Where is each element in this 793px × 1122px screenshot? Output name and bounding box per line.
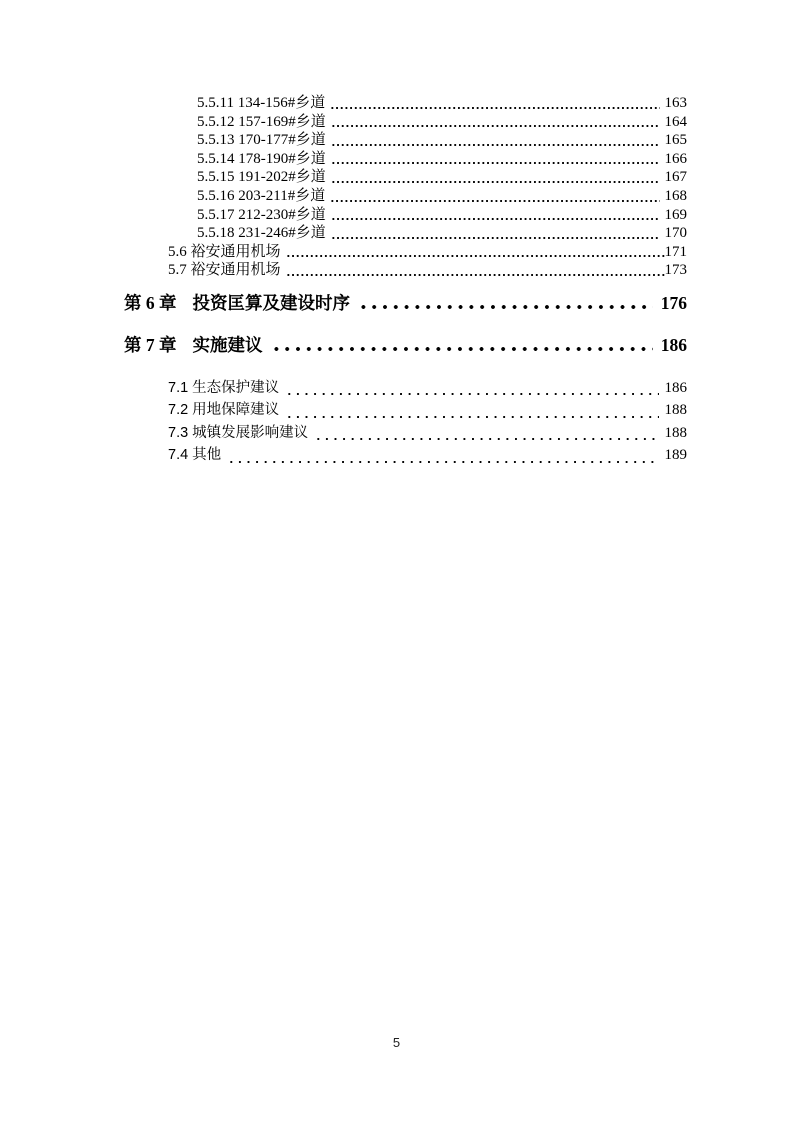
toc-entry-label: 7.3 城镇发展影响建议 <box>168 424 309 441</box>
dot-leader <box>331 217 660 221</box>
toc-entry <box>0 261 793 280</box>
toc-entry-label: 5.5.17 212-230#乡道 <box>197 206 326 223</box>
toc-entry <box>0 224 793 243</box>
dot-leader <box>330 199 659 203</box>
toc-entry-label: 5.5.11 134-156#乡道 <box>197 95 326 111</box>
toc-entry <box>0 444 793 466</box>
toc-entry-page: 164 <box>664 113 687 130</box>
toc-entry <box>0 168 793 187</box>
toc-entry-label: 5.5.18 231-246#乡道 <box>197 225 326 242</box>
toc-entry-label: 投资匡算及建设时序 <box>192 292 350 313</box>
toc-entry <box>0 377 793 399</box>
toc-entry-page: 173 <box>664 262 687 279</box>
dot-leader <box>358 304 653 310</box>
toc-entry-page: 186 <box>664 379 687 396</box>
toc-entry-label: 5.5.15 191-202#乡道 <box>197 169 326 186</box>
toc-entry-label: 7.4 其他 <box>168 447 222 464</box>
toc-entry-page: 169 <box>664 206 687 223</box>
toc-entry <box>0 243 793 262</box>
toc-entry <box>0 94 793 113</box>
toc-entry <box>0 422 793 444</box>
dot-leader <box>314 437 658 441</box>
toc-entry <box>0 206 793 225</box>
toc-chapter-entry <box>0 293 793 313</box>
toc-chapter-prefix: 第 7 章 <box>124 334 177 355</box>
toc-entry <box>0 187 793 206</box>
toc-entry <box>0 131 793 150</box>
toc-entry-page: 188 <box>664 424 687 441</box>
toc-entry-label: 5.5.14 178-190#乡道 <box>197 150 326 167</box>
toc-entry-page: 166 <box>664 150 687 167</box>
dot-leader <box>285 392 658 396</box>
dot-leader <box>286 273 665 277</box>
dot-leader <box>331 143 660 147</box>
dot-leader <box>285 415 658 419</box>
toc-entry <box>0 399 793 421</box>
toc-entry-page: 188 <box>664 402 687 419</box>
toc-entry-label: 5.6 裕安通用机场 <box>168 243 281 260</box>
toc-entry-label: 实施建议 <box>192 334 263 355</box>
toc-entry-page: 170 <box>664 225 687 242</box>
dot-leader <box>331 180 660 184</box>
dot-leader <box>227 460 658 464</box>
page-number: 5 <box>392 1035 401 1050</box>
toc-chapter-entry <box>0 335 793 355</box>
dot-leader <box>331 236 660 240</box>
toc-entry <box>0 113 793 132</box>
toc-entry <box>0 150 793 169</box>
toc-entry-page: 168 <box>664 187 687 204</box>
table-of-contents <box>0 94 793 467</box>
dot-leader <box>330 106 659 110</box>
toc-entry-page: 165 <box>664 132 687 149</box>
toc-entry-label: 5.5.12 157-169#乡道 <box>197 113 326 130</box>
dot-leader <box>331 161 660 165</box>
toc-entry-label: 5.5.16 203-211#乡道 <box>197 187 326 204</box>
toc-entry-page: 171 <box>664 243 687 260</box>
toc-entry-page: 176 <box>660 292 687 313</box>
dot-leader <box>331 124 660 128</box>
dot-leader <box>286 254 665 258</box>
toc-entry-page: 189 <box>664 447 687 464</box>
toc-entry-page: 167 <box>664 169 687 186</box>
toc-entry-label: 5.7 裕安通用机场 <box>168 262 281 279</box>
toc-entry-label: 7.2 用地保障建议 <box>168 402 280 419</box>
toc-chapter-prefix: 第 6 章 <box>124 292 177 313</box>
toc-entry-page: 163 <box>664 95 687 111</box>
toc-entry-label: 5.5.13 170-177#乡道 <box>197 132 326 149</box>
toc-entry-label: 7.1 生态保护建议 <box>168 379 280 396</box>
dot-leader <box>271 346 653 352</box>
toc-entry-page: 186 <box>660 334 687 355</box>
